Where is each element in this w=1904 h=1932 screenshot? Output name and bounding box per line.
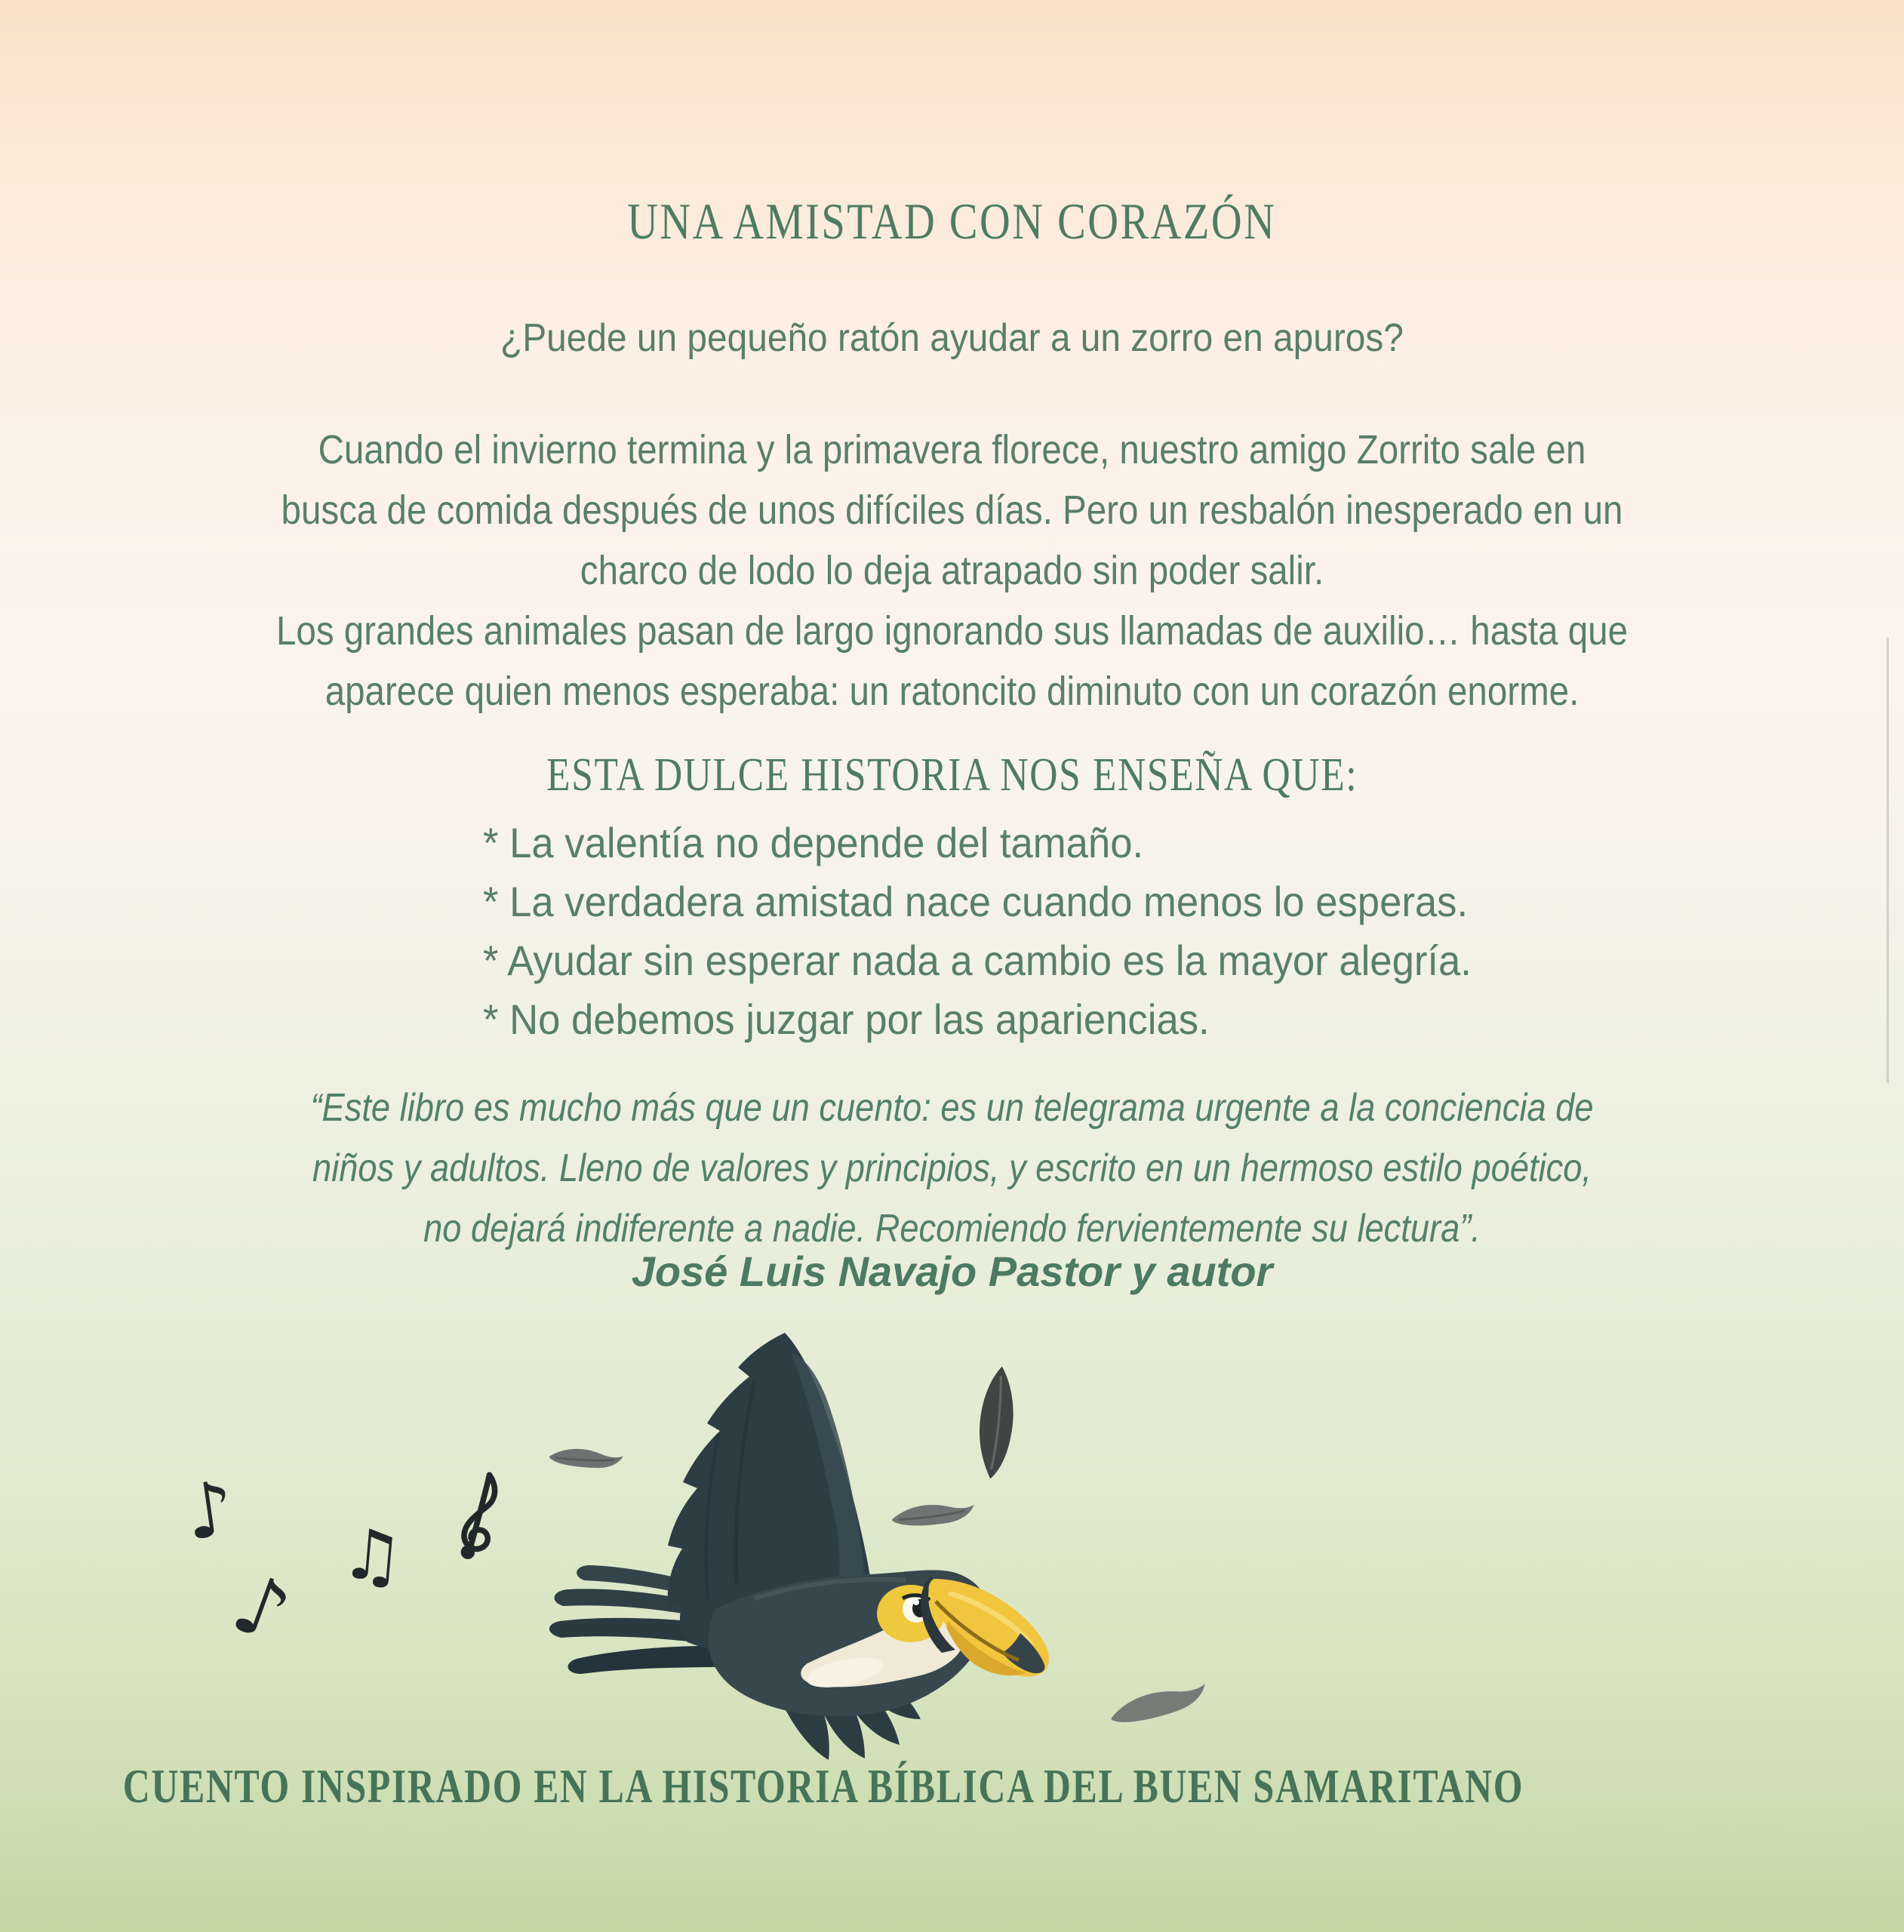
review-attribution: José Luis Navajo Pastor y autor [631,1247,1273,1295]
synopsis-line: Los grandes animales pasan de largo ignorando sus llamadas de auxilio… hasta que [275,608,1629,654]
toucan-illustration [528,1321,1072,1774]
synopsis [114,420,1789,721]
music-note-icon: ♪ [180,1463,240,1558]
music-note-icon: ♫ [337,1512,408,1599]
tagline-text: ¿Puede un pequeño ratón ayudar a un zorro en apuros? [500,316,1404,360]
review-quote-line: niños y adultos. Lleno de valores y principios, y escrito en un hermoso estilo poético, [312,1146,1592,1190]
background-seam-artifact [1887,638,1889,1083]
synopsis-line: charco de lodo lo deja atrapado sin poder salir. [580,548,1324,593]
review-quote-line: no dejará indiferente a nadie. Recomiendo fervientemente su lectura”. [423,1207,1481,1251]
treble-clef-icon [444,1467,513,1568]
lesson-item: * Ayudar sin esperar nada a cambio es la mayor alegría. [483,937,1472,984]
leaf-icon [1104,1681,1212,1735]
page-title-text: UNA AMISTAD CON CORAZÓN [627,192,1277,250]
footer-note-text: CUENTO INSPIRADO EN LA HISTORIA BÍBLICA DEL BUEN SAMARITANO [122,1759,1524,1813]
lesson-item: * La verdadera amistad nace cuando menos lo esperas. [483,878,1469,925]
music-note-icon: ♪ [220,1555,303,1663]
footer-note [0,1758,1775,1814]
tagline [76,314,1828,363]
lessons-heading-text: ESTA DULCE HISTORIA NOS ENSEÑA QUE: [546,749,1358,801]
synopsis-line: aparece quien menos esperaba: un ratoncito diminuto con un corazón enorme. [325,669,1579,714]
page-title [0,193,1904,250]
review-quote-line: “Este libro es mucho más que un cuento: es un telegrama urgente a la conciencia de [310,1086,1594,1130]
synopsis-line: Cuando el invierno termina y la primavera florece, nuestro amigo Zorrito sale en [318,427,1586,472]
lessons-list [483,814,1472,1049]
lesson-item: * No debemos juzgar por las apariencias. [483,995,1210,1043]
review-quote [124,1078,1780,1259]
synopsis-line: busca de comida después de unos difíciles días. Pero un resbalón inesperado en un [281,488,1623,533]
lessons-heading [0,749,1904,802]
lesson-item: * La valentía no depende del tamaño. [483,819,1144,866]
